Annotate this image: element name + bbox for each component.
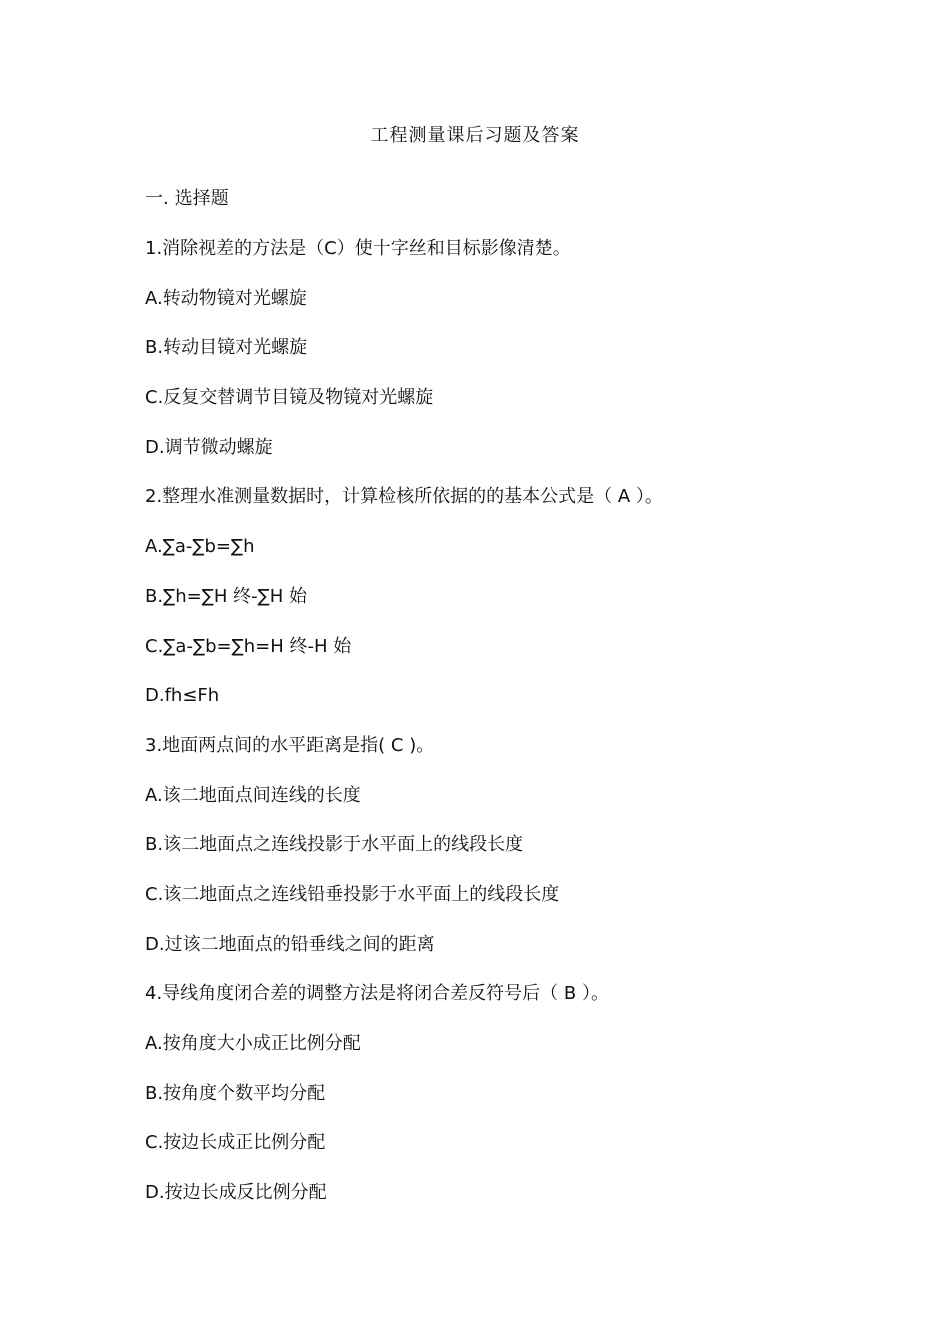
option-line: B.按角度个数平均分配 (145, 1082, 326, 1104)
option-line: D.调节微动螺旋 (145, 436, 273, 458)
option-line: A.∑a-∑b=∑h (145, 536, 255, 558)
option-line: C.按边长成正比例分配 (145, 1132, 326, 1154)
section-heading (145, 187, 229, 211)
section-number: 一. (145, 188, 169, 209)
option-line: B.转动目镜对光螺旋 (145, 337, 308, 359)
option-line: B.∑h=∑H 终-∑H 始 (145, 585, 307, 607)
option-line: A.该二地面点间连线的长度 (145, 784, 361, 806)
option-line: D.fh≤Fh (145, 685, 220, 707)
option-line: C.该二地面点之连线铅垂投影于水平面上的线段长度 (145, 883, 560, 905)
question-list (145, 235, 905, 1229)
section-label: 选择题 (174, 188, 229, 209)
option-line: B.该二地面点之连线投影于水平面上的线段长度 (145, 834, 524, 856)
document-title: 工程测量课后习题及答案 (370, 125, 580, 146)
question-4: 4.导线角度闭合差的调整方法是将闭合差反符号后（ B ）。 (145, 983, 609, 1005)
question-1: 1.消除视差的方法是（C）使十字丝和目标影像清楚。 (145, 238, 571, 259)
option-line: C.反复交替调节目镜及物镜对光螺旋 (145, 387, 434, 409)
option-line: C.∑a-∑b=∑h=H 终-H 始 (145, 635, 352, 657)
option-line: D.按边长成反比例分配 (145, 1182, 327, 1204)
option-line: A.转动物镜对光螺旋 (145, 287, 307, 309)
question-3: 3.地面两点间的水平距离是指( C )。 (145, 734, 435, 756)
option-line: D.过该二地面点的铅垂线之间的距离 (145, 933, 435, 955)
question-2: 2.整理水准测量数据时，计算检核所依据的的基本公式是（ A ）。 (145, 486, 663, 508)
option-line: A.按角度大小成正比例分配 (145, 1033, 361, 1054)
